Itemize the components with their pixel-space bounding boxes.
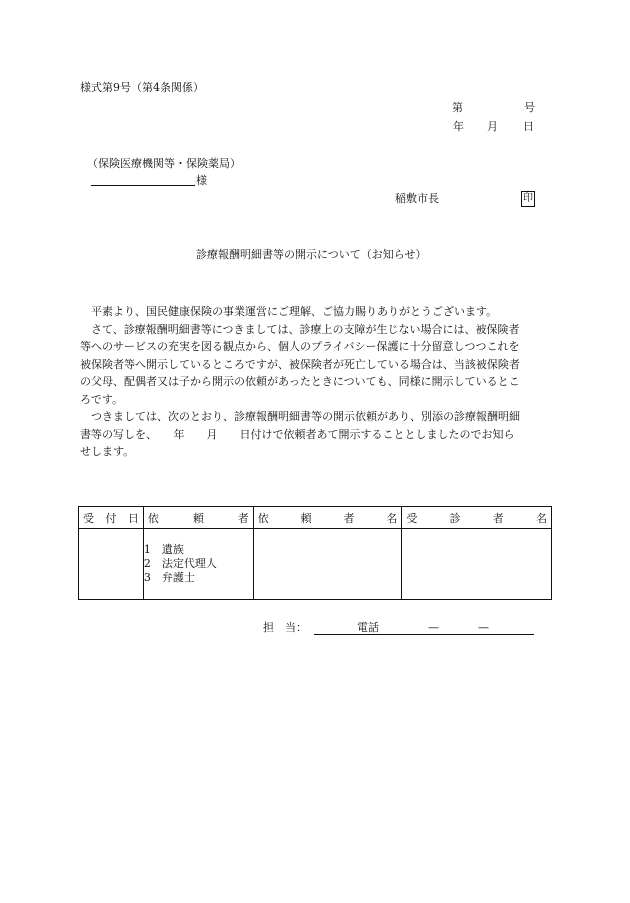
contact-underline [314,634,534,635]
header-char: 依 [257,511,269,525]
contact-label: 担 当： [263,621,307,634]
header-char: 依 [147,511,159,525]
document-number-suffix: 号 [524,101,535,114]
contact-tel-label: 電話 [357,621,379,634]
requester-option-lawyer: 3 弁護士 [143,571,195,584]
contact-tel-dash: — [428,621,439,634]
requester-option-legal-representative: 2 法定代理人 [143,557,217,570]
addressee-organization: （保険医療機関等・保険薬局） [87,157,241,170]
date-year-label: 年 [453,120,464,133]
body-line: せします。 [80,445,135,458]
body-line: ろです。 [80,392,124,406]
header-char: 者 [343,511,355,525]
cell-patient-name [402,529,552,600]
header-requester [143,507,253,529]
body-line: の父母、配偶者又は子から開示の依頼があったときについても、同様に開示しているとこ [80,375,520,388]
header-char: 受 [83,511,94,525]
header-char: 診 [449,511,461,525]
header-requester-name [253,507,402,529]
header-char: 名 [535,511,547,525]
form-number: 様式第9号（第4条関係） [80,81,204,94]
header-char: 受 [406,511,418,525]
header-char: 者 [237,511,249,525]
request-table [78,506,552,600]
header-char: 名 [386,511,398,525]
requester-option-bereaved: 1 遺族 [143,543,184,556]
date-day-label: 日 [523,120,534,133]
body-line: 平素より、国民健康保険の事業運営にご理解、ご協力賜りありがとうございます。 [80,305,498,318]
date-month-label: 月 [487,120,498,133]
body-text [80,303,550,461]
header-char: 付 [105,511,117,525]
document-title: 診療報酬明細書等の開示について（お知らせ） [196,248,427,261]
header-char: 頼 [192,511,204,525]
cell-requester-options [143,529,253,600]
sender-name: 稲敷市長 [395,192,439,205]
addressee-honorific: 様 [196,174,207,187]
body-line: つきましては、次のとおり、診療報酬明細書等の開示依頼があり、別添の診療報酬明細 [80,410,520,423]
header-char: 者 [492,511,504,525]
addressee-name-blank [91,185,195,186]
body-line: 等へのサービスの充実を図る観点から、個人のプライバシー保護に十分留意しつつこれを [80,340,520,353]
body-line: 書等の写しを、 年 月 日付けで依頼者あて開示することとしましたのでお知ら [80,427,515,441]
seal-stamp-box: 印 [521,191,535,207]
cell-reception-date [79,529,144,600]
header-patient-name [402,507,552,529]
table-row [79,529,552,600]
contact-tel-dash: — [478,621,489,634]
document-number-prefix: 第 [452,101,463,114]
header-reception-date [79,507,144,529]
header-char: 日 [127,511,139,525]
cell-requester-name [253,529,402,600]
table-header-row [79,507,552,529]
header-char: 頼 [300,511,312,525]
body-line: 被保険者等へ開示しているところですが、被保険者が死亡している場合は、当該被保険者 [80,357,520,371]
body-line: さて、診療報酬明細書等につきましては、診療上の支障が生じない場合には、被保険者 [80,322,520,336]
